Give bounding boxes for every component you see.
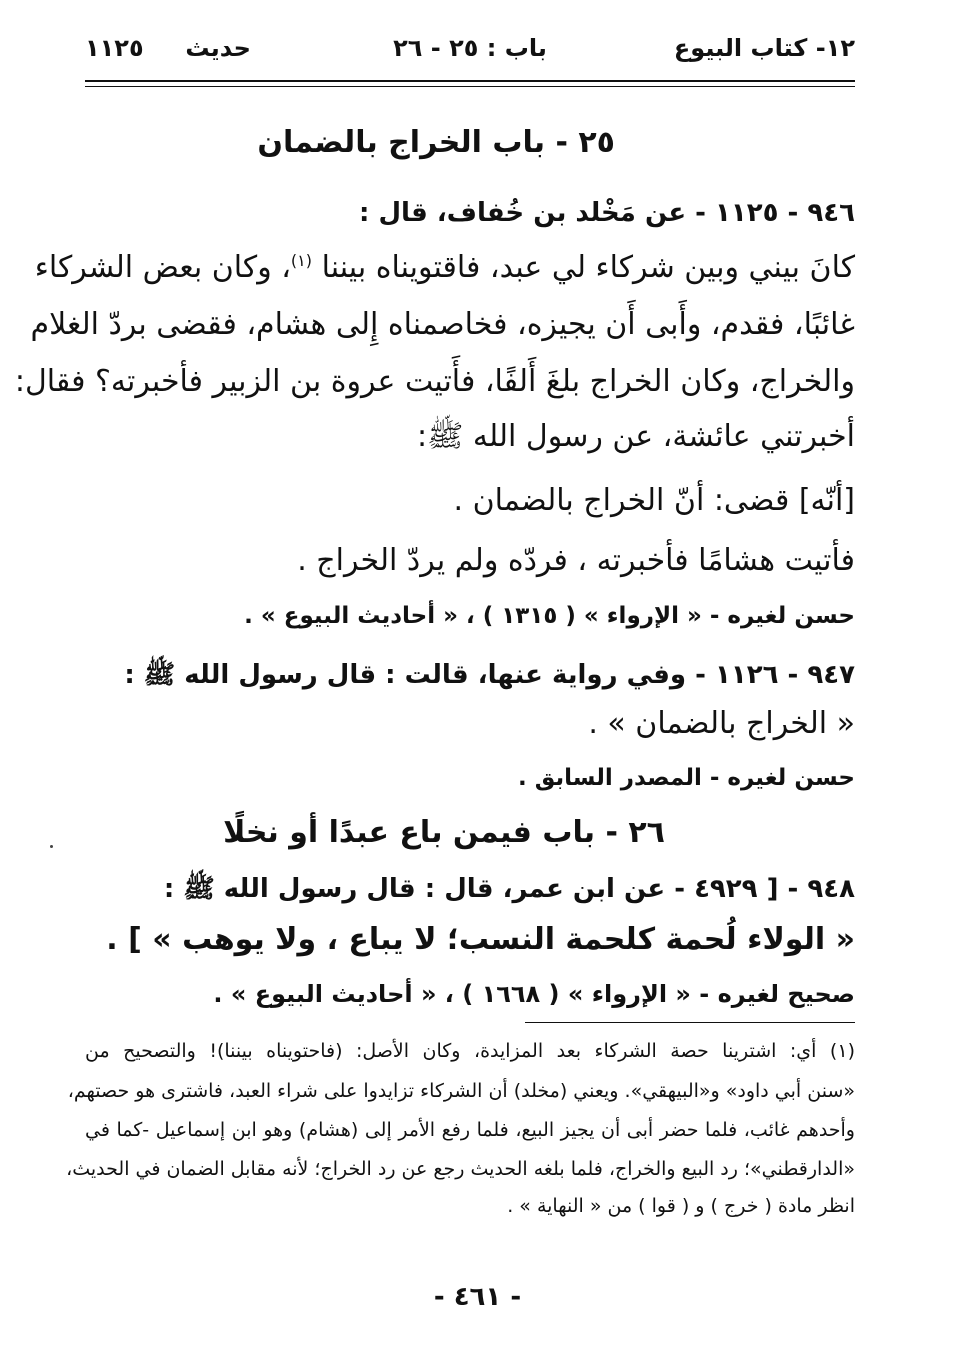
hadith-946-line-1 bbox=[34, 250, 855, 285]
hadith-946-intro: ٩٤٦ - ١١٢٥ - عن مَخْلد بن خُفاف، قال : bbox=[359, 198, 855, 228]
footnote-line-4: «الدارقطني»؛ رد البيع والخراج، فلما بلغه الحديث رجع عن رد الخراج؛ لأنه مقابل الضمان في الحديث، bbox=[66, 1158, 855, 1180]
hadith-946-quote: [أنّه] قضى: أنّ الخراج بالضمان . bbox=[453, 483, 855, 518]
bab-25-title: ٢٥ - باب الخراج بالضمان bbox=[257, 125, 615, 160]
scan-speck bbox=[50, 845, 53, 848]
hadith-946-line-3: والخراج، وكان الخراج بلغَ أَلفًا، فأَتيت عروة بن الزبير فأخبرته؟ فقال: bbox=[14, 364, 855, 399]
running-header bbox=[85, 28, 855, 68]
page-number: - ٤٦١ - bbox=[433, 1282, 522, 1312]
hadith-ref bbox=[85, 34, 251, 62]
hadith-946-follow: فأتيت هشامًا فأخبرته ، فردّه ولم يردّ الخراج . bbox=[297, 543, 855, 578]
footnote-line-3: وأحدهم غائب، فلما حضر أبى أن يجيز البيع، فلما رفع الأمر إلى (هشام) وهو ابن إسماعيل -كما في bbox=[85, 1119, 855, 1141]
hadith-948-intro: ٩٤٨ - [ ٤٩٢٩ - عن ابن عمر، قال : قال رسول الله ﷺ : bbox=[163, 874, 855, 904]
footnote-line-1: (١) أي: اشترينا حصة الشركاء بعد المزايدة، وكان الأصل: (فاحتويناه بيننا)! والتصحيح من bbox=[85, 1040, 855, 1062]
hadith-946-line-1a: كانَ بيني وبين شركاء لي عبد، فاقتويناه بيننا bbox=[321, 250, 855, 285]
footnote-line-2: «سنن أبي داود» و«البيهقي». ويعني (مخلد) أن الشركاء تزايدوا على شراء العبد، فاشترى هو حصتهم، bbox=[67, 1080, 855, 1102]
hadith-946-line-4: أخبرتني عائشة، عن رسول الله ﷺ: bbox=[417, 419, 855, 454]
hadith-947-intro: ٩٤٧ - ١١٢٦ - وفي رواية عنها، قالت : قال رسول الله ﷺ : bbox=[124, 660, 855, 690]
footnote-marker[interactable]: (١) bbox=[290, 251, 313, 270]
hadith-label: حديث bbox=[185, 34, 251, 62]
header-rule-thin bbox=[85, 86, 855, 87]
hadith-947-grade: حسن لغيره - المصدر السابق . bbox=[518, 765, 855, 791]
hadith-948-grade: صحيح لغيره - « الإرواء » ( ١٦٦٨ ) ، « أحاديث البيوع » . bbox=[213, 980, 855, 1008]
hadith-946-line-2: غائبًا، فقدم، وأَبى أَن يجيزه، فخاصمناه إِلى هشام، فقضى بردّ الغلام bbox=[30, 307, 855, 342]
bab-range: باب : ٢٥ - ٢٦ bbox=[393, 34, 547, 62]
chapter-title: ١٢- كتاب البيوع bbox=[673, 34, 855, 62]
footnote-line-5: انظر مادة ( خرج ) و ( قوا ) من « النهاية » . bbox=[507, 1195, 855, 1217]
hadith-number: ١١٢٥ bbox=[85, 34, 144, 62]
hadith-946-grade: حسن لغيره - « الإرواء » ( ١٣١٥ ) ، « أحاديث البيوع » . bbox=[244, 603, 855, 629]
hadith-948-quote: « الولاء لُحمة كلحمة النسب؛ لا يباع ، ولا يوهب » ] . bbox=[106, 922, 855, 957]
header-rule-thick bbox=[85, 80, 855, 82]
bab-26-title: ٢٦ - باب فيمن باع عبدًا أو نخلًا bbox=[223, 815, 665, 850]
hadith-946-line-1b: ، وكان بعض الشركاء bbox=[34, 250, 291, 285]
footnote-rule bbox=[525, 1022, 855, 1023]
hadith-947-quote: « الخراج بالضمان » . bbox=[588, 706, 855, 741]
